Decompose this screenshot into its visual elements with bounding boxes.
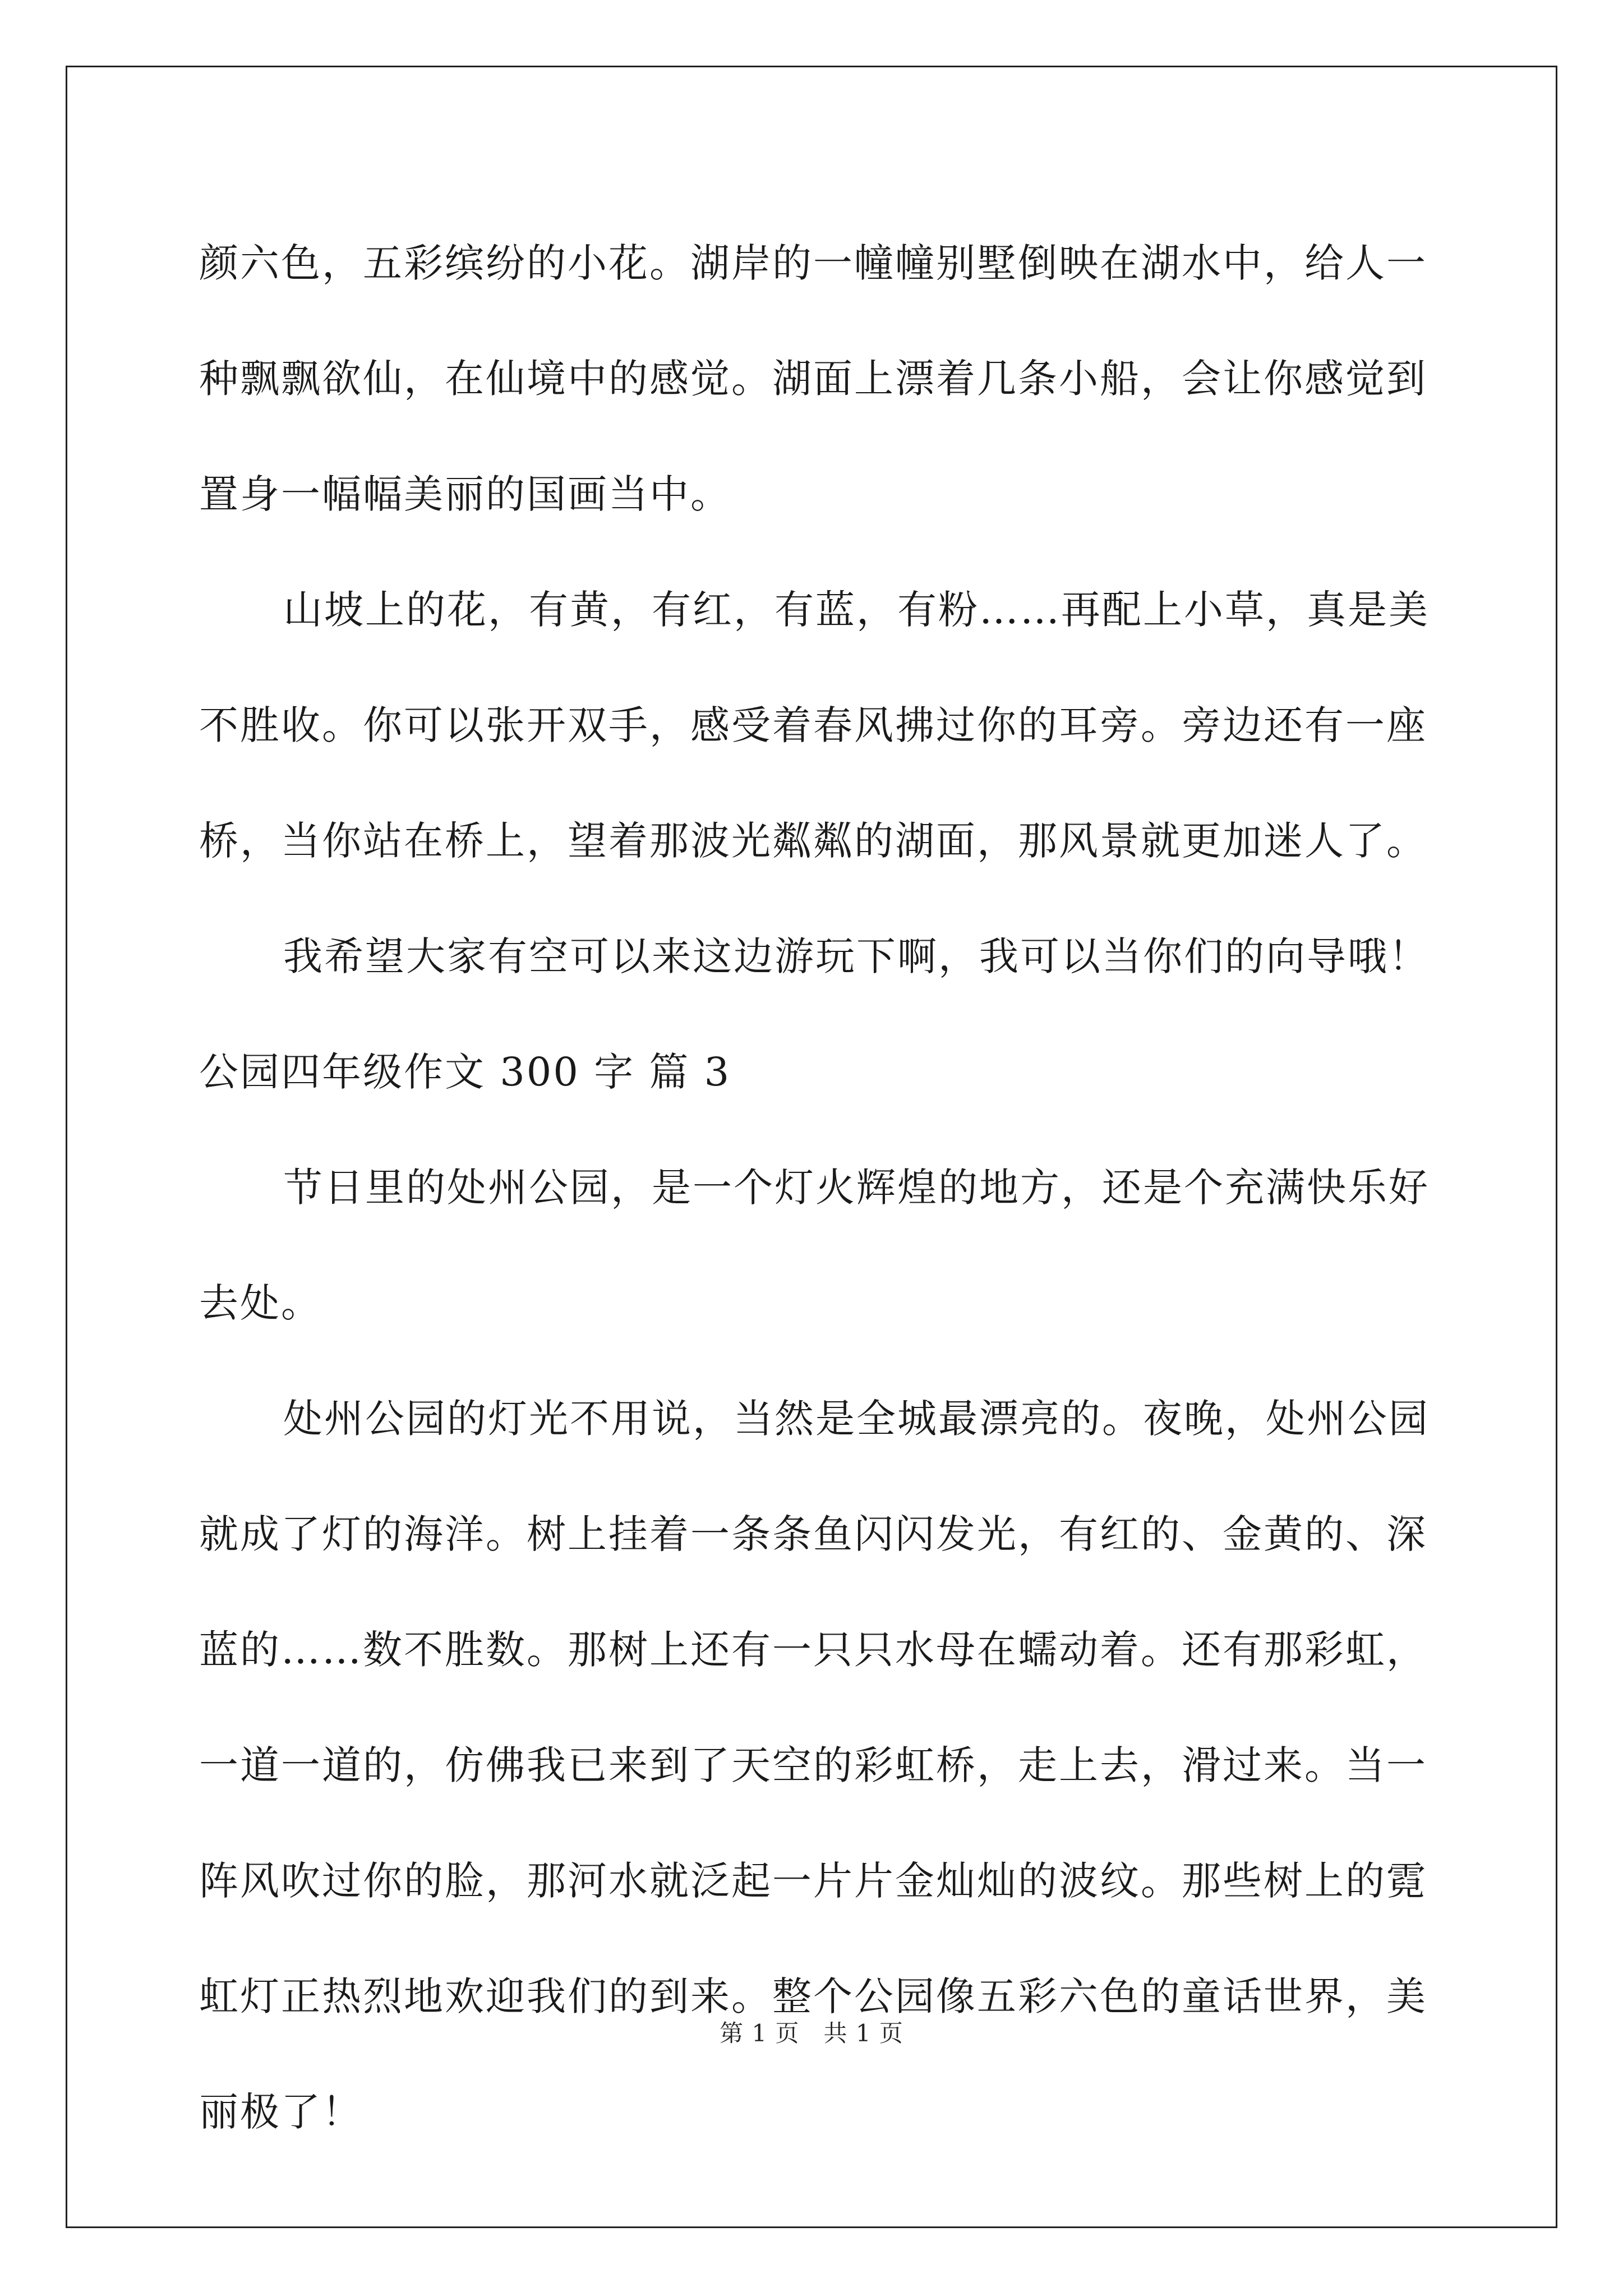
paragraph-line: 去处。 xyxy=(199,1280,322,1326)
paragraph-line: 处州公园的灯光不用说，当然是全城最漂亮的。夜晚，处州公园 xyxy=(283,1396,1430,1442)
paragraph-line: 蓝的……数不胜数。那树上还有一只只水母在蠕动着。还有那彩虹， xyxy=(199,1627,1427,1673)
paragraph-line: 桥，当你站在桥上，望着那波光粼粼的湖面，那风景就更加迷人了。 xyxy=(199,818,1427,864)
page-footer: 第 1 页 共 1 页 xyxy=(720,2019,903,2047)
paragraph-line: 我希望大家有空可以来这边游玩下啊，我可以当你们的向导哦！ xyxy=(283,933,1430,979)
section-heading: 公园四年级作文 300 字 篇 3 xyxy=(199,1049,731,1095)
paragraph-line: 就成了灯的海洋。树上挂着一条条鱼闪闪发光，有红的、金黄的、深 xyxy=(199,1511,1427,1557)
paragraph-line: 种飘飘欲仙，在仙境中的感觉。湖面上漂着几条小船，会让你感觉到 xyxy=(199,356,1427,402)
paragraph-line: 置身一幅幅美丽的国画当中。 xyxy=(199,471,731,517)
paragraph-line: 丽极了！ xyxy=(199,2089,363,2135)
paragraph-line: 山坡上的花，有黄，有红，有蓝，有粉……再配上小草，真是美 xyxy=(283,587,1430,633)
paragraph-line: 阵风吹过你的脸，那河水就泛起一片片金灿灿的波纹。那些树上的霓 xyxy=(199,1858,1427,1904)
paragraph-line: 不胜收。你可以张开双手，感受着春风拂过你的耳旁。旁边还有一座 xyxy=(199,702,1427,748)
paragraph-line: 颜六色，五彩缤纷的小花。湖岸的一幢幢别墅倒映在湖水中，给人一 xyxy=(199,240,1427,286)
document-body xyxy=(199,205,1433,2170)
paragraph-line: 节日里的处州公园，是一个灯火辉煌的地方，还是个充满快乐好 xyxy=(283,1165,1430,1211)
paragraph-line: 一道一道的，仿佛我已来到了天空的彩虹桥，走上去，滑过来。当一 xyxy=(199,1742,1427,1788)
paragraph-line: 虹灯正热烈地欢迎我们的到来。整个公园像五彩六色的童话世界，美 xyxy=(199,1973,1427,2019)
